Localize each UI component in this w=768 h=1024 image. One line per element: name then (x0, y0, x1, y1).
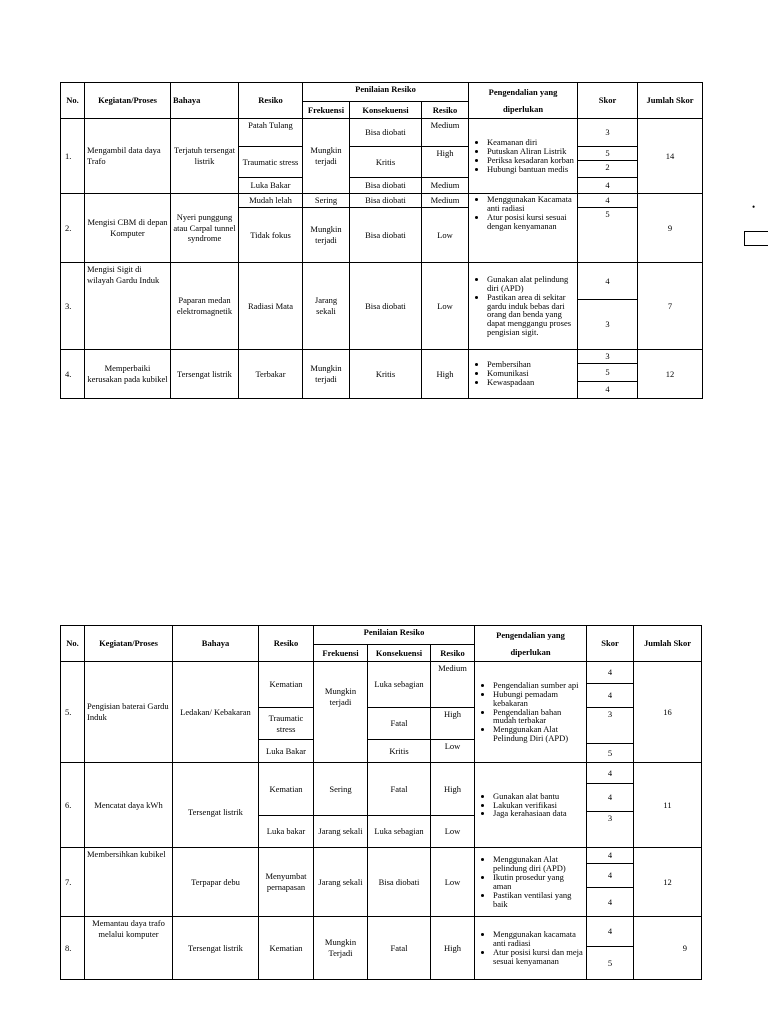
header-skor: Skor (578, 83, 638, 119)
row-level: High (431, 917, 475, 980)
table-row (61, 263, 703, 300)
control-list (477, 792, 584, 819)
header-resiko-sub: Resiko (422, 102, 469, 119)
control-list (471, 360, 575, 387)
row-konsekuensi: Luka sebagian (368, 662, 431, 708)
control-item: • Pengendalian sumber api (493, 681, 584, 690)
row-skor: 4 (587, 864, 634, 888)
row-resiko: Terbakar (239, 350, 303, 399)
row-jumlah: 7 (638, 263, 703, 350)
control-item: • Menggunakan Alat Pelindung Diri (APD) (493, 725, 584, 743)
row-resiko: Menyumbat pernapasan (259, 848, 314, 917)
header-resiko-sub: Resiko (431, 645, 475, 662)
row-skor: 4 (587, 684, 634, 708)
control-item: • Komunikasi (487, 369, 575, 378)
control-item: • Menggunakan kacamata anti radiasi (493, 930, 584, 948)
row-jumlah: 16 (634, 662, 702, 763)
row-controls (469, 263, 578, 350)
row-kegiatan: Memantau daya trafo melalui komputer (85, 917, 173, 980)
row-skor: 4 (578, 194, 638, 208)
row-skor: 3 (587, 708, 634, 744)
header-resiko: Resiko (239, 83, 303, 119)
table-row (61, 194, 703, 208)
table-row (61, 848, 702, 864)
row-resiko: Luka Bakar (259, 740, 314, 763)
row-controls (475, 763, 587, 848)
row-konsekuensi: Luka sebagian (368, 816, 431, 848)
row-no: 5. (61, 662, 85, 763)
row-level: High (422, 147, 469, 178)
row-skor: 5 (587, 947, 634, 980)
row-no: 8. (61, 917, 85, 980)
row-no: 3. (61, 263, 85, 350)
row-skor: 3 (578, 119, 638, 147)
control-item: • Kewaspadaan (487, 378, 575, 387)
header-no: No. (61, 83, 85, 119)
row-controls (475, 662, 587, 763)
side-bullet: • (752, 202, 756, 212)
row-skor: 4 (587, 888, 634, 917)
header-jumlah: Jumlah Skor (634, 626, 702, 662)
row-level: Low (422, 263, 469, 350)
row-konsekuensi: Kritis (368, 740, 431, 763)
row-konsekuensi: Bisa diobati (350, 119, 422, 147)
row-skor: 4 (587, 917, 634, 947)
row-jumlah: 12 (638, 350, 703, 399)
header-pengendalian (475, 626, 587, 662)
row-frekuensi: Mungkin terjadi (303, 208, 350, 263)
control-item: • Hubungi pemadam kebakaran (493, 690, 584, 708)
row-frekuensi: Mungkin terjadi (303, 350, 350, 399)
table-row (61, 350, 703, 364)
header-pengendalian (469, 83, 578, 119)
control-item: • Ikutin prosedur yang aman (493, 873, 584, 891)
control-item: • Putuskan Aliran Listrik (487, 147, 575, 156)
row-bahaya: Terjatuh tersengat listrik (171, 119, 239, 194)
row-bahaya: Tersengat listrik (173, 763, 259, 848)
row-konsekuensi: Bisa diobati (350, 263, 422, 350)
header-frekuensi: Frekuensi (303, 102, 350, 119)
row-resiko: Kematian (259, 662, 314, 708)
row-konsekuensi: Kritis (350, 350, 422, 399)
row-level: Medium (431, 662, 475, 708)
row-controls (469, 194, 578, 263)
header-bahaya: Bahaya (173, 626, 259, 662)
row-konsekuensi: Bisa diobati (350, 194, 422, 208)
row-level: Low (422, 208, 469, 263)
row-skor: 4 (587, 848, 634, 864)
row-frekuensi: Jarang sekali (303, 263, 350, 350)
row-kegiatan: Pengisian baterai Gardu Induk (85, 662, 173, 763)
control-item: • Keamanan diri (487, 138, 575, 147)
header-kegiatan: Kegiatan/Proses (85, 83, 171, 119)
control-list (477, 681, 584, 743)
row-jumlah: 9 (634, 917, 702, 980)
control-list (471, 138, 575, 174)
header-frekuensi: Frekuensi (314, 645, 368, 662)
row-skor: 4 (578, 263, 638, 300)
row-resiko: Mudah lelah (239, 194, 303, 208)
control-list (471, 195, 575, 231)
row-resiko: Tidak fokus (239, 208, 303, 263)
header-konsekuensi: Konsekuensi (368, 645, 431, 662)
row-skor: 3 (578, 350, 638, 364)
row-konsekuensi: Fatal (368, 917, 431, 980)
header-resiko: Resiko (259, 626, 314, 662)
control-list (471, 275, 575, 337)
row-kegiatan: Memperbaiki kerusakan pada kubikel (85, 350, 171, 399)
row-kegiatan: Mengambil data daya Trafo (85, 119, 171, 194)
row-frekuensi: Sering (303, 194, 350, 208)
row-controls (475, 917, 587, 980)
row-level: Medium (422, 119, 469, 147)
control-item: • Atur posisi kursi sesuai dengan kenyamanan (487, 213, 575, 231)
row-kegiatan: Membersihkan kubikel (85, 848, 173, 917)
row-resiko: Patah Tulang (239, 119, 303, 147)
row-skor: 4 (578, 381, 638, 398)
row-konsekuensi: Fatal (368, 763, 431, 816)
row-skor: 5 (578, 363, 638, 381)
row-bahaya: Ledakan/ Kebakaran (173, 662, 259, 763)
row-no: 6. (61, 763, 85, 848)
header-penilaian: Penilaian Resiko (314, 626, 475, 645)
control-item: • Menggunakan Kacamata anti radiasi (487, 195, 575, 213)
risk-table-2 (60, 625, 702, 980)
table-row (61, 763, 702, 784)
row-level: Low (431, 740, 475, 763)
header-pengendalian-line1: Pengendalian yang (488, 86, 558, 97)
row-no: 4. (61, 350, 85, 399)
control-item: • Pastikan area di sekitar gardu induk bebas dari orang dan benda yang dapat menggangu proses pengisian sigit. (487, 293, 575, 338)
row-level: Low (431, 848, 475, 917)
row-level: Low (431, 816, 475, 848)
row-resiko: Traumatic stress (259, 708, 314, 740)
row-frekuensi: Mungkin terjadi (303, 119, 350, 194)
row-skor: 2 (578, 161, 638, 178)
header-pengendalian-line2: diperlukan (510, 646, 551, 657)
row-frekuensi: Sering (314, 763, 368, 816)
row-resiko: Luka bakar (259, 816, 314, 848)
row-kegiatan: Mengisi CBM di depan Komputer (85, 194, 171, 263)
header-konsekuensi: Konsekuensi (350, 102, 422, 119)
row-resiko: Radiasi Mata (239, 263, 303, 350)
table-row (61, 662, 702, 684)
control-item: • Jaga kerahasiaan data (493, 809, 584, 818)
row-skor: 3 (587, 812, 634, 848)
row-skor: 5 (578, 208, 638, 263)
row-konsekuensi: Fatal (368, 708, 431, 740)
row-skor: 5 (587, 744, 634, 763)
row-bahaya: Paparan medan elektromagnetik (171, 263, 239, 350)
table-row (61, 917, 702, 947)
header-bahaya: Bahaya (171, 83, 239, 119)
control-item: • Gunakan alat pelindung diri (APD) (487, 275, 575, 293)
row-kegiatan: Mencatat daya kWh (85, 763, 173, 848)
row-skor: 4 (587, 763, 634, 784)
row-controls (469, 119, 578, 194)
row-no: 2. (61, 194, 85, 263)
header-jumlah: Jumlah Skor (638, 83, 703, 119)
row-jumlah: 14 (638, 119, 703, 194)
row-level: High (431, 763, 475, 816)
row-bahaya: Tersengat listrik (171, 350, 239, 399)
row-frekuensi: Mungkin terjadi (314, 662, 368, 763)
control-item: • Pastikan ventilasi yang baik (493, 891, 584, 909)
row-bahaya: Nyeri punggung atau Carpal tunnel syndrome (171, 194, 239, 263)
header-no: No. (61, 626, 85, 662)
row-konsekuensi: Bisa diobati (350, 178, 422, 194)
row-bahaya: Tersengat listrik (173, 917, 259, 980)
row-jumlah: 9 (638, 194, 703, 263)
control-item: • Periksa kesadaran korban (487, 156, 575, 165)
row-level: Medium (422, 178, 469, 194)
row-kegiatan: Mengisi Sigit di wilayah Gardu Induk (85, 263, 171, 350)
row-level: High (422, 350, 469, 399)
row-no: 7. (61, 848, 85, 917)
row-level: Medium (422, 194, 469, 208)
header-pengendalian-line2: diperlukan (502, 103, 544, 114)
row-resiko: Kematian (259, 763, 314, 816)
row-skor: 4 (587, 784, 634, 812)
side-box (744, 231, 768, 246)
header-pengendalian-line1: Pengendalian yang (496, 629, 565, 640)
row-skor: 4 (578, 178, 638, 194)
control-list (477, 855, 584, 909)
row-resiko: Traumatic stress (239, 147, 303, 178)
control-item: • Gunakan alat bantu (493, 792, 584, 801)
row-frekuensi: Mungkin Terjadi (314, 917, 368, 980)
control-item: • Pembersihan (487, 360, 575, 369)
row-skor: 5 (578, 147, 638, 161)
control-item: • Atur posisi kursi dan meja sesuai kenyamanan (493, 948, 584, 966)
control-item: • Pengendalian bahan mudah terbakar (493, 708, 584, 726)
control-item: • Lakukan verifikasi (493, 801, 584, 810)
row-skor: 3 (578, 300, 638, 350)
table-row (61, 119, 703, 147)
row-jumlah: 12 (634, 848, 702, 917)
row-konsekuensi: Bisa diobati (350, 208, 422, 263)
header-penilaian: Penilaian Resiko (303, 83, 469, 102)
control-list (477, 930, 584, 966)
row-no: 1. (61, 119, 85, 194)
row-jumlah: 11 (634, 763, 702, 848)
row-resiko: Luka Bakar (239, 178, 303, 194)
row-controls (475, 848, 587, 917)
row-controls (469, 350, 578, 399)
header-skor: Skor (587, 626, 634, 662)
row-konsekuensi: Kritis (350, 147, 422, 178)
row-frekuensi: Jarang sekali (314, 848, 368, 917)
row-konsekuensi: Bisa diobati (368, 848, 431, 917)
row-frekuensi: Jarang sekali (314, 816, 368, 848)
risk-table-1 (60, 82, 703, 399)
control-item: • Menggunakan Alat pelindung diri (APD) (493, 855, 584, 873)
header-kegiatan: Kegiatan/Proses (85, 626, 173, 662)
row-bahaya: Terpapar debu (173, 848, 259, 917)
row-resiko: Kematian (259, 917, 314, 980)
row-skor: 4 (587, 662, 634, 684)
control-item: • Hubungi bantuan medis (487, 165, 575, 174)
row-level: High (431, 708, 475, 740)
